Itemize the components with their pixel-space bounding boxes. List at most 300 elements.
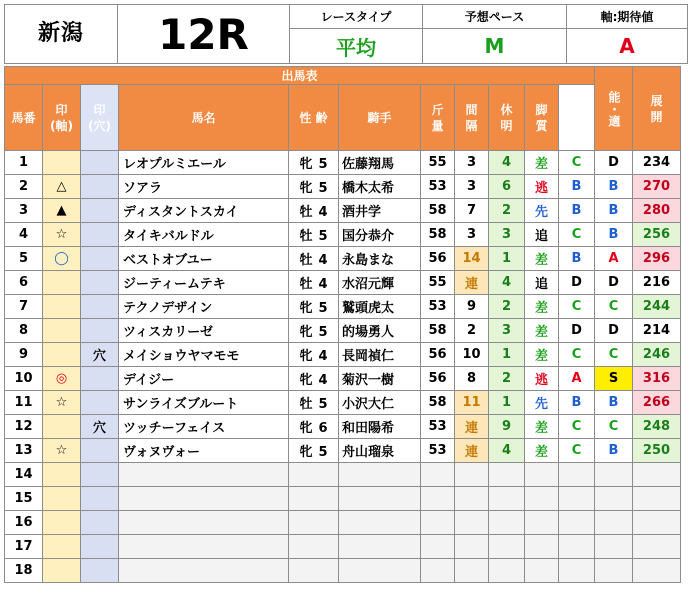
cell-m1 (43, 319, 81, 343)
table-row (5, 367, 681, 391)
cell-dev: C (595, 295, 633, 319)
cell-weight (421, 511, 455, 535)
col-dev-label: 展開 (650, 93, 663, 124)
table-row (5, 247, 681, 271)
col-dev (633, 67, 681, 151)
cell-sex: 牡 (299, 397, 313, 412)
col-jockey-label: 騎手 (367, 110, 392, 125)
cell-num: 11 (5, 391, 43, 415)
cell-ability: D (559, 271, 595, 295)
cell-weight: 53 (421, 175, 455, 199)
cell-sexage (289, 415, 339, 439)
cell-name (119, 463, 289, 487)
cell-m1 (43, 151, 81, 175)
cell-interval (455, 559, 489, 583)
cell-sex: 牝 (299, 445, 313, 460)
cell-m1 (43, 463, 81, 487)
track-name: 新潟 (5, 5, 118, 64)
cell-num: 10 (5, 367, 43, 391)
cell-dev: C (595, 343, 633, 367)
col-leg (525, 85, 559, 151)
cell-jockey (339, 487, 421, 511)
cell-sex: 牡 (299, 229, 313, 244)
cell-weight: 58 (421, 391, 455, 415)
cell-interval: 7 (455, 199, 489, 223)
cell-age: 4 (318, 205, 328, 220)
cell-rest (489, 487, 525, 511)
cell-m1 (43, 295, 81, 319)
cell-dev (595, 487, 633, 511)
cell-weight: 56 (421, 343, 455, 367)
cell-rest (489, 535, 525, 559)
cell-weight (421, 535, 455, 559)
cell-dev: B (595, 199, 633, 223)
cell-weight: 58 (421, 199, 455, 223)
cell-age: 5 (318, 301, 328, 316)
cell-name (119, 511, 289, 535)
cell-rest: 4 (489, 151, 525, 175)
cell-sex: 牡 (299, 253, 313, 268)
cell-score: 248 (633, 415, 681, 439)
cell-rest: 4 (489, 439, 525, 463)
cell-rest: 1 (489, 391, 525, 415)
cell-dev: A (595, 247, 633, 271)
cell-ability: C (559, 415, 595, 439)
col-sexage (289, 85, 339, 151)
cell-weight: 55 (421, 151, 455, 175)
cell-jockey: 永島まな (339, 247, 421, 271)
cell-age: 5 (318, 325, 328, 340)
race-type-value: 平均 (290, 29, 423, 64)
cell-name: テクノデザイン (119, 295, 289, 319)
cell-jockey: 小沢大仁 (339, 391, 421, 415)
cell-age: 5 (318, 157, 328, 172)
table-row (5, 487, 681, 511)
cell-name: ジーティームテキ (119, 271, 289, 295)
race-number: 12R (118, 5, 290, 64)
cell-name: ヴォヌヴォー (119, 439, 289, 463)
cell-sex: 牡 (299, 277, 313, 292)
cell-rest: 3 (489, 223, 525, 247)
col-spacer (559, 85, 595, 151)
cell-m1: △ (43, 175, 81, 199)
cell-m1 (43, 535, 81, 559)
cell-rest: 6 (489, 175, 525, 199)
race-type-label: レースタイプ (290, 5, 423, 29)
cell-sexage (289, 199, 339, 223)
col-rest (489, 85, 525, 151)
cell-leg (525, 535, 559, 559)
cell-weight: 53 (421, 415, 455, 439)
cell-rest (489, 463, 525, 487)
cell-jockey: 舟山瑠泉 (339, 439, 421, 463)
cell-leg (525, 559, 559, 583)
cell-score: 296 (633, 247, 681, 271)
cell-jockey: 佐藤翔馬 (339, 151, 421, 175)
cell-sex: 牝 (299, 349, 313, 364)
cell-name: メイショウヤマモモ (119, 343, 289, 367)
cell-weight: 53 (421, 439, 455, 463)
cell-dev (595, 463, 633, 487)
cell-m1: ◎ (43, 367, 81, 391)
cell-m1: ☆ (43, 391, 81, 415)
cell-leg (525, 487, 559, 511)
cell-m2 (81, 487, 119, 511)
cell-dev (595, 559, 633, 583)
cell-jockey (339, 511, 421, 535)
cell-rest: 4 (489, 271, 525, 295)
cell-num: 16 (5, 511, 43, 535)
cell-interval: 10 (455, 343, 489, 367)
cell-jockey: 橋木太希 (339, 175, 421, 199)
cell-sex: 牝 (299, 157, 313, 172)
cell-sexage (289, 223, 339, 247)
cell-sexage (289, 175, 339, 199)
cell-name: ツィスカリーゼ (119, 319, 289, 343)
cell-jockey: 和田陽希 (339, 415, 421, 439)
cell-name: ベストオブユー (119, 247, 289, 271)
col-jockey (339, 85, 421, 151)
cell-dev: B (595, 439, 633, 463)
cell-weight (421, 487, 455, 511)
table-row (5, 463, 681, 487)
cell-name: レオプルミエール (119, 151, 289, 175)
col-mark1 (43, 85, 81, 151)
col-interval-label: 間隔 (465, 102, 478, 133)
cell-dev: B (595, 223, 633, 247)
cell-num: 5 (5, 247, 43, 271)
cell-score: 250 (633, 439, 681, 463)
cell-m1: ☆ (43, 439, 81, 463)
table-row (5, 271, 681, 295)
cell-interval: 連 (455, 271, 489, 295)
cell-ability: A (559, 367, 595, 391)
table-row (5, 175, 681, 199)
cell-rest (489, 559, 525, 583)
cell-ability: C (559, 151, 595, 175)
cell-m2 (81, 463, 119, 487)
cell-m2 (81, 439, 119, 463)
cell-age: 6 (318, 421, 328, 436)
cell-leg: 差 (525, 295, 559, 319)
cell-sexage (289, 535, 339, 559)
cell-jockey: 酒井学 (339, 199, 421, 223)
cell-leg (525, 463, 559, 487)
entry-table (4, 66, 681, 583)
col-rest-label: 休明 (500, 102, 513, 133)
cell-weight: 53 (421, 295, 455, 319)
cell-leg (525, 511, 559, 535)
col-weight (421, 85, 455, 151)
cell-weight: 56 (421, 247, 455, 271)
cell-leg: 追 (525, 223, 559, 247)
cell-num: 12 (5, 415, 43, 439)
cell-m1 (43, 559, 81, 583)
cell-dev (595, 535, 633, 559)
cell-age: 4 (318, 349, 328, 364)
cell-jockey: 国分恭介 (339, 223, 421, 247)
table-row (5, 415, 681, 439)
cell-interval: 8 (455, 367, 489, 391)
cell-num: 7 (5, 295, 43, 319)
cell-age: 5 (318, 397, 328, 412)
cell-age: 5 (318, 181, 328, 196)
cell-sexage (289, 463, 339, 487)
cell-rest: 3 (489, 319, 525, 343)
col-leg-label: 脚質 (535, 102, 548, 133)
cell-num: 14 (5, 463, 43, 487)
cell-ability (559, 487, 595, 511)
cell-m2 (81, 199, 119, 223)
cell-interval: 2 (455, 319, 489, 343)
cell-dev: C (595, 415, 633, 439)
cell-jockey (339, 559, 421, 583)
cell-age: 5 (318, 445, 328, 460)
cell-interval: 3 (455, 175, 489, 199)
cell-interval (455, 511, 489, 535)
cell-num: 18 (5, 559, 43, 583)
cell-ability (559, 559, 595, 583)
cell-score: 244 (633, 295, 681, 319)
table-row (5, 391, 681, 415)
cell-num: 2 (5, 175, 43, 199)
race-header-table (4, 4, 688, 64)
cell-ability: C (559, 343, 595, 367)
cell-rest: 9 (489, 415, 525, 439)
cell-sexage (289, 391, 339, 415)
cell-m2 (81, 295, 119, 319)
cell-score: 280 (633, 199, 681, 223)
cell-age: 4 (318, 277, 328, 292)
cell-sexage (289, 319, 339, 343)
col-num (5, 85, 43, 151)
cell-num: 15 (5, 487, 43, 511)
cell-age: 5 (318, 229, 328, 244)
cell-ability: D (559, 319, 595, 343)
cell-ability: B (559, 175, 595, 199)
cell-leg: 逃 (525, 175, 559, 199)
table-row (5, 295, 681, 319)
cell-jockey (339, 535, 421, 559)
cell-name: デイジー (119, 367, 289, 391)
cell-name: タイキバルドル (119, 223, 289, 247)
cell-m2: 穴 (81, 415, 119, 439)
cell-sex: 牝 (299, 421, 313, 436)
cell-ability: B (559, 199, 595, 223)
cell-sexage (289, 343, 339, 367)
cell-m1: ☆ (43, 223, 81, 247)
cell-weight: 58 (421, 319, 455, 343)
cell-leg: 先 (525, 199, 559, 223)
cell-m1: ▲ (43, 199, 81, 223)
cell-m2 (81, 511, 119, 535)
cell-sexage (289, 439, 339, 463)
cell-name (119, 535, 289, 559)
cell-jockey: 鷲頭虎太 (339, 295, 421, 319)
cell-score (633, 535, 681, 559)
cell-score: 216 (633, 271, 681, 295)
cell-m1 (43, 343, 81, 367)
cell-m2 (81, 175, 119, 199)
cell-score: 234 (633, 151, 681, 175)
col-name-label: 馬名 (191, 110, 216, 125)
cell-m2 (81, 223, 119, 247)
cell-dev: B (595, 391, 633, 415)
col-mark1-label: 印(軸) (50, 102, 73, 133)
table-row (5, 223, 681, 247)
cell-interval (455, 535, 489, 559)
cell-jockey: 菊沢一樹 (339, 367, 421, 391)
cell-leg: 差 (525, 415, 559, 439)
cell-ability (559, 535, 595, 559)
col-ability (595, 67, 633, 151)
cell-interval: 3 (455, 223, 489, 247)
cell-score: 246 (633, 343, 681, 367)
col-name (119, 85, 289, 151)
cell-m2 (81, 319, 119, 343)
cell-weight (421, 559, 455, 583)
cell-weight (421, 463, 455, 487)
axis-label: 軸:期待値 (567, 5, 688, 29)
cell-rest: 2 (489, 199, 525, 223)
cell-num: 6 (5, 271, 43, 295)
cell-num: 1 (5, 151, 43, 175)
cell-m2 (81, 535, 119, 559)
cell-num: 9 (5, 343, 43, 367)
cell-interval (455, 463, 489, 487)
cell-ability (559, 463, 595, 487)
table-row (5, 199, 681, 223)
cell-score (633, 463, 681, 487)
cell-sexage (289, 559, 339, 583)
table-row (5, 439, 681, 463)
cell-m1: ◯ (43, 247, 81, 271)
cell-weight: 55 (421, 271, 455, 295)
cell-score: 266 (633, 391, 681, 415)
cell-m2 (81, 151, 119, 175)
cell-score: 256 (633, 223, 681, 247)
cell-m2 (81, 271, 119, 295)
axis-value: A (567, 29, 688, 64)
cell-name: ツッチーフェイス (119, 415, 289, 439)
cell-m2: 穴 (81, 343, 119, 367)
col-mark2 (81, 85, 119, 151)
cell-score: 214 (633, 319, 681, 343)
cell-score (633, 559, 681, 583)
cell-score: 270 (633, 175, 681, 199)
entry-rows (5, 151, 681, 583)
cell-num: 3 (5, 199, 43, 223)
cell-sex: 牝 (299, 181, 313, 196)
cell-m2 (81, 559, 119, 583)
cell-leg: 追 (525, 271, 559, 295)
cell-score: 316 (633, 367, 681, 391)
cell-m2 (81, 391, 119, 415)
cell-sexage (289, 151, 339, 175)
cell-leg: 先 (525, 391, 559, 415)
cell-interval (455, 487, 489, 511)
cell-name (119, 559, 289, 583)
cell-num: 13 (5, 439, 43, 463)
cell-leg: 差 (525, 319, 559, 343)
cell-ability: C (559, 223, 595, 247)
table-row (5, 151, 681, 175)
cell-jockey: 的場勇人 (339, 319, 421, 343)
table-row (5, 319, 681, 343)
cell-dev: B (595, 175, 633, 199)
cell-leg: 差 (525, 247, 559, 271)
cell-leg: 差 (525, 343, 559, 367)
table-row (5, 559, 681, 583)
cell-interval: 11 (455, 391, 489, 415)
cell-ability: C (559, 295, 595, 319)
cell-jockey: 水沼元輝 (339, 271, 421, 295)
cell-ability: B (559, 247, 595, 271)
pace-label: 予想ペース (423, 5, 567, 29)
cell-name: ソアラ (119, 175, 289, 199)
cell-interval: 14 (455, 247, 489, 271)
cell-interval: 3 (455, 151, 489, 175)
cell-num: 8 (5, 319, 43, 343)
table-row (5, 535, 681, 559)
cell-interval: 9 (455, 295, 489, 319)
pace-value: M (423, 29, 567, 64)
col-weight-label: 斤量 (431, 102, 444, 133)
cell-sex: 牡 (299, 205, 313, 220)
cell-interval: 連 (455, 415, 489, 439)
cell-rest: 2 (489, 295, 525, 319)
col-sexage-label: 性 齢 (299, 110, 328, 125)
cell-age: 4 (318, 373, 328, 388)
cell-leg: 逃 (525, 367, 559, 391)
cell-age: 4 (318, 253, 328, 268)
cell-score (633, 487, 681, 511)
cell-num: 17 (5, 535, 43, 559)
cell-rest: 1 (489, 247, 525, 271)
cell-rest: 2 (489, 367, 525, 391)
cell-ability: C (559, 439, 595, 463)
cell-m2 (81, 247, 119, 271)
cell-ability (559, 511, 595, 535)
cell-m1 (43, 415, 81, 439)
cell-sexage (289, 247, 339, 271)
cell-rest: 1 (489, 343, 525, 367)
table-row (5, 511, 681, 535)
cell-sexage (289, 367, 339, 391)
table-title: 出馬表 (5, 67, 595, 85)
cell-sexage (289, 271, 339, 295)
cell-weight: 56 (421, 367, 455, 391)
col-mark2-label: 印(穴) (88, 102, 111, 133)
col-num-label: 馬番 (11, 110, 36, 125)
cell-score (633, 511, 681, 535)
cell-sexage (289, 295, 339, 319)
cell-leg: 差 (525, 151, 559, 175)
cell-name: ディスタントスカイ (119, 199, 289, 223)
cell-dev: D (595, 151, 633, 175)
cell-m1 (43, 271, 81, 295)
cell-jockey: 長岡禎仁 (339, 343, 421, 367)
cell-sexage (289, 487, 339, 511)
cell-m1 (43, 511, 81, 535)
cell-dev: D (595, 319, 633, 343)
cell-dev: D (595, 271, 633, 295)
cell-m1 (43, 487, 81, 511)
cell-weight: 58 (421, 223, 455, 247)
cell-rest (489, 511, 525, 535)
col-ability-label: 能・適 (607, 90, 621, 127)
cell-dev (595, 511, 633, 535)
